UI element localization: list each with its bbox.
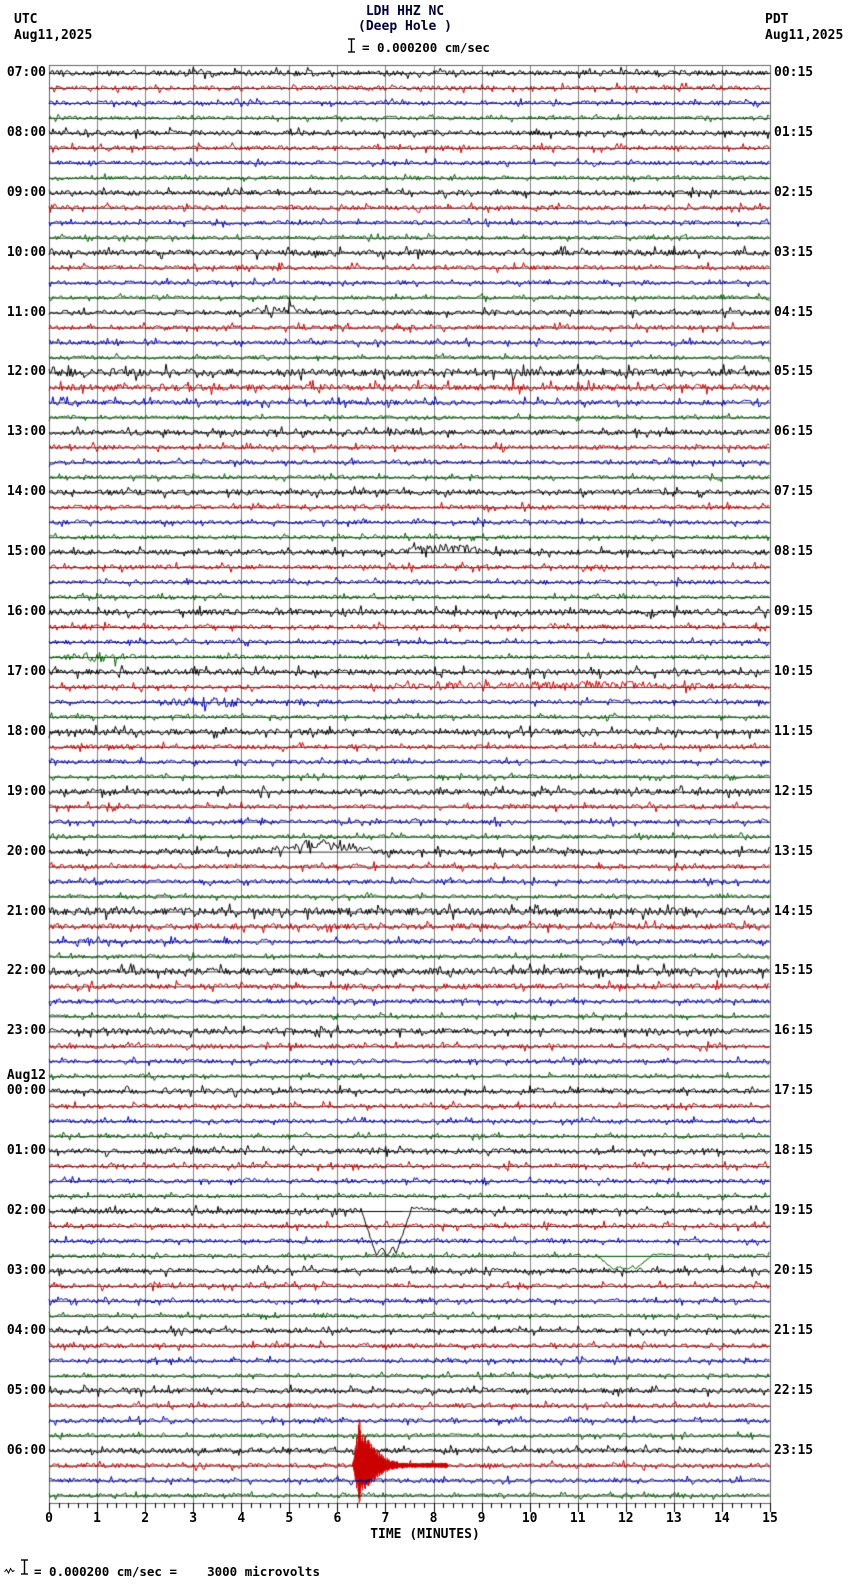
pdt-hour-label: 19:15 — [774, 1203, 814, 1218]
footer-scale-line — [4, 1559, 320, 1579]
x-axis-title: TIME (MINUTES) — [370, 1527, 480, 1542]
x-tick-label: 1 — [93, 1511, 101, 1526]
pdt-hour-label: 04:15 — [774, 304, 814, 320]
utc-hour-label: 17:00 — [6, 663, 46, 679]
pdt-hour-label: 12:15 — [774, 783, 814, 799]
utc-hour-label: 01:00 — [6, 1143, 46, 1159]
utc-hour-label: 12:00 — [6, 364, 46, 380]
pdt-hour-label: 11:15 — [774, 723, 814, 739]
pdt-hour-label: 02:15 — [774, 184, 814, 200]
trace-squiggle-icon — [4, 1560, 15, 1579]
utc-hour-label: 09:00 — [6, 184, 46, 200]
pdt-hour-label: 07:15 — [774, 484, 814, 500]
pdt-hour-label: 16:15 — [774, 1023, 814, 1039]
x-tick-label: 5 — [285, 1511, 294, 1526]
utc-hour-label: 08:00 — [6, 124, 46, 140]
utc-hour-label: 10:00 — [6, 244, 46, 260]
utc-hour-label: 05:00 — [6, 1382, 46, 1398]
utc-hour-label: 03:00 — [6, 1262, 46, 1278]
x-tick-label: 10 — [521, 1511, 538, 1526]
pdt-hour-label: 18:15 — [774, 1143, 814, 1159]
utc-hour-label: 13:00 — [6, 424, 46, 440]
pdt-hour-label: 20:15 — [774, 1262, 814, 1278]
x-tick-label: 11 — [569, 1511, 586, 1526]
pdt-hour-label: 13:15 — [774, 843, 814, 859]
pdt-hour-label: 06:15 — [774, 424, 814, 440]
utc-hour-label: 15:00 — [6, 544, 46, 560]
utc-hour-label: 23:00 — [6, 1023, 46, 1039]
x-tick-label: 2 — [141, 1511, 150, 1526]
utc-hour-label: 16:00 — [6, 604, 46, 620]
utc-hour-label: 18:00 — [6, 723, 46, 739]
x-tick-label: 9 — [477, 1511, 486, 1526]
x-tick-label: 0 — [45, 1511, 53, 1526]
utc-hour-label: 04:00 — [6, 1322, 46, 1338]
utc-hour-label: 00:00 — [6, 1083, 46, 1099]
x-tick-label: 3 — [189, 1511, 198, 1526]
x-tick-label: 4 — [237, 1511, 246, 1526]
pdt-hour-label: 09:15 — [774, 604, 814, 620]
pdt-hour-label: 22:15 — [774, 1382, 814, 1398]
pdt-hour-label: 21:15 — [774, 1322, 814, 1338]
x-tick-label: 6 — [333, 1511, 342, 1526]
pdt-hour-label: 14:15 — [774, 903, 814, 919]
x-tick-label: 14 — [714, 1511, 730, 1526]
pdt-hour-label: 23:15 — [774, 1442, 814, 1458]
utc-hour-label: 20:00 — [6, 843, 46, 859]
pdt-hour-label: 15:15 — [774, 963, 814, 979]
utc-hour-label: 11:00 — [6, 304, 46, 320]
pdt-hour-label: 10:15 — [774, 663, 814, 679]
utc-hour-label: 21:00 — [6, 903, 46, 919]
pdt-hour-label: 05:15 — [774, 364, 814, 380]
pdt-hour-label: 01:15 — [774, 124, 814, 140]
date-change-label: Aug12 — [6, 1068, 46, 1084]
x-tick-label: 12 — [617, 1511, 634, 1526]
pdt-hour-label: 00:15 — [774, 65, 814, 80]
pdt-hour-label: 03:15 — [774, 244, 814, 260]
pdt-hour-label: 17:15 — [774, 1083, 814, 1099]
utc-hour-label: 07:00 — [6, 65, 46, 80]
utc-hour-label: 02:00 — [6, 1203, 46, 1218]
footer-scale-text: = 0.000200 cm/sec = 3000 microvolts — [34, 1564, 320, 1579]
pdt-hour-label: 08:15 — [774, 544, 814, 560]
utc-hour-label: 22:00 — [6, 963, 46, 979]
utc-hour-label: 14:00 — [6, 484, 46, 500]
x-tick-label: 7 — [381, 1511, 390, 1526]
x-tick-label: 15 — [762, 1511, 778, 1526]
x-tick-label: 8 — [429, 1511, 438, 1526]
x-tick-label: 13 — [666, 1511, 682, 1526]
utc-hour-label: 06:00 — [6, 1442, 46, 1458]
footer-scale-bar-icon — [20, 1559, 29, 1579]
utc-hour-label: 19:00 — [6, 783, 46, 799]
